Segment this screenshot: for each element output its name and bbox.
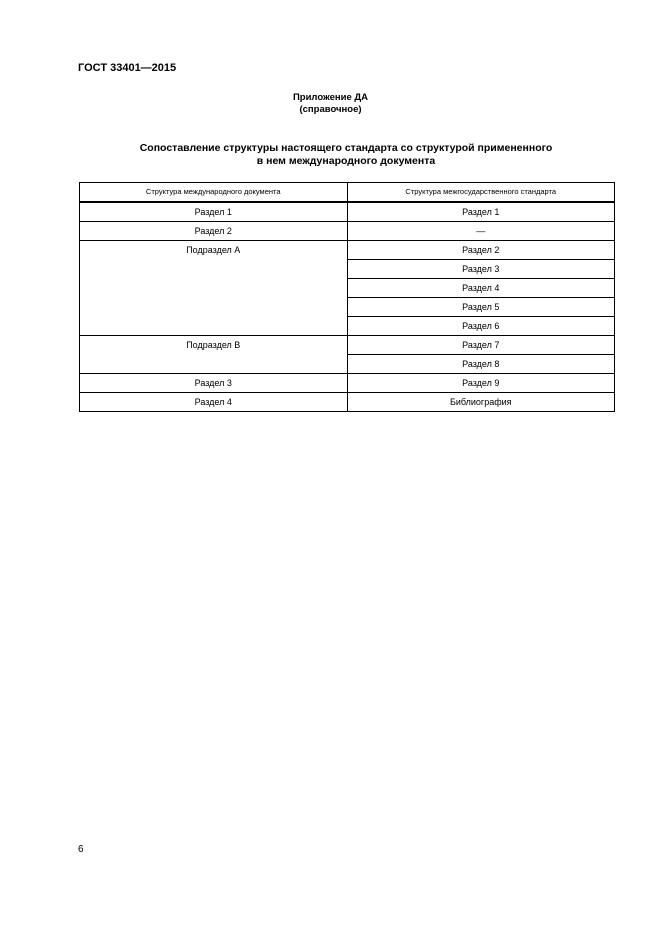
interstate-cell: Раздел 7	[347, 336, 615, 355]
table-row	[80, 374, 615, 393]
table-row	[80, 336, 615, 355]
section-title	[60, 142, 632, 168]
document-id: ГОСТ 33401—2015	[78, 62, 177, 74]
annex-subtitle: (справочное)	[299, 104, 362, 115]
interstate-cell: Раздел 3	[347, 260, 615, 279]
section-title-line-1: Сопоставление структуры настоящего стандарта со структурой примененного	[139, 142, 553, 154]
interstate-cell: Раздел 1	[347, 202, 615, 222]
table-row	[80, 241, 615, 260]
international-cell: Подраздел А	[80, 241, 348, 336]
international-cell: Подраздел В	[80, 336, 348, 374]
interstate-cell: Раздел 6	[347, 317, 615, 336]
annex-title: Приложение ДА	[292, 92, 369, 103]
table-row	[80, 202, 615, 222]
interstate-cell: Раздел 2	[347, 241, 615, 260]
international-cell: Раздел 1	[80, 202, 348, 222]
international-cell: Раздел 4	[80, 393, 348, 412]
international-cell: Раздел 3	[80, 374, 348, 393]
column-header-international: Структура международного документа	[80, 183, 348, 203]
table-header-row	[80, 183, 615, 203]
interstate-cell: Раздел 8	[347, 355, 615, 374]
interstate-cell: —	[347, 222, 615, 241]
international-cell: Раздел 2	[80, 222, 348, 241]
column-header-interstate: Структура межгосударственного стандарта	[347, 183, 615, 203]
structure-comparison-table	[79, 182, 615, 412]
section-title-line-2: в нем международного документа	[256, 155, 436, 167]
table-row	[80, 222, 615, 241]
interstate-cell: Раздел 4	[347, 279, 615, 298]
interstate-cell: Библиография	[347, 393, 615, 412]
annex-heading	[0, 92, 661, 116]
interstate-cell: Раздел 9	[347, 374, 615, 393]
interstate-cell: Раздел 5	[347, 298, 615, 317]
table-row	[80, 393, 615, 412]
page-number: 6	[78, 844, 84, 855]
